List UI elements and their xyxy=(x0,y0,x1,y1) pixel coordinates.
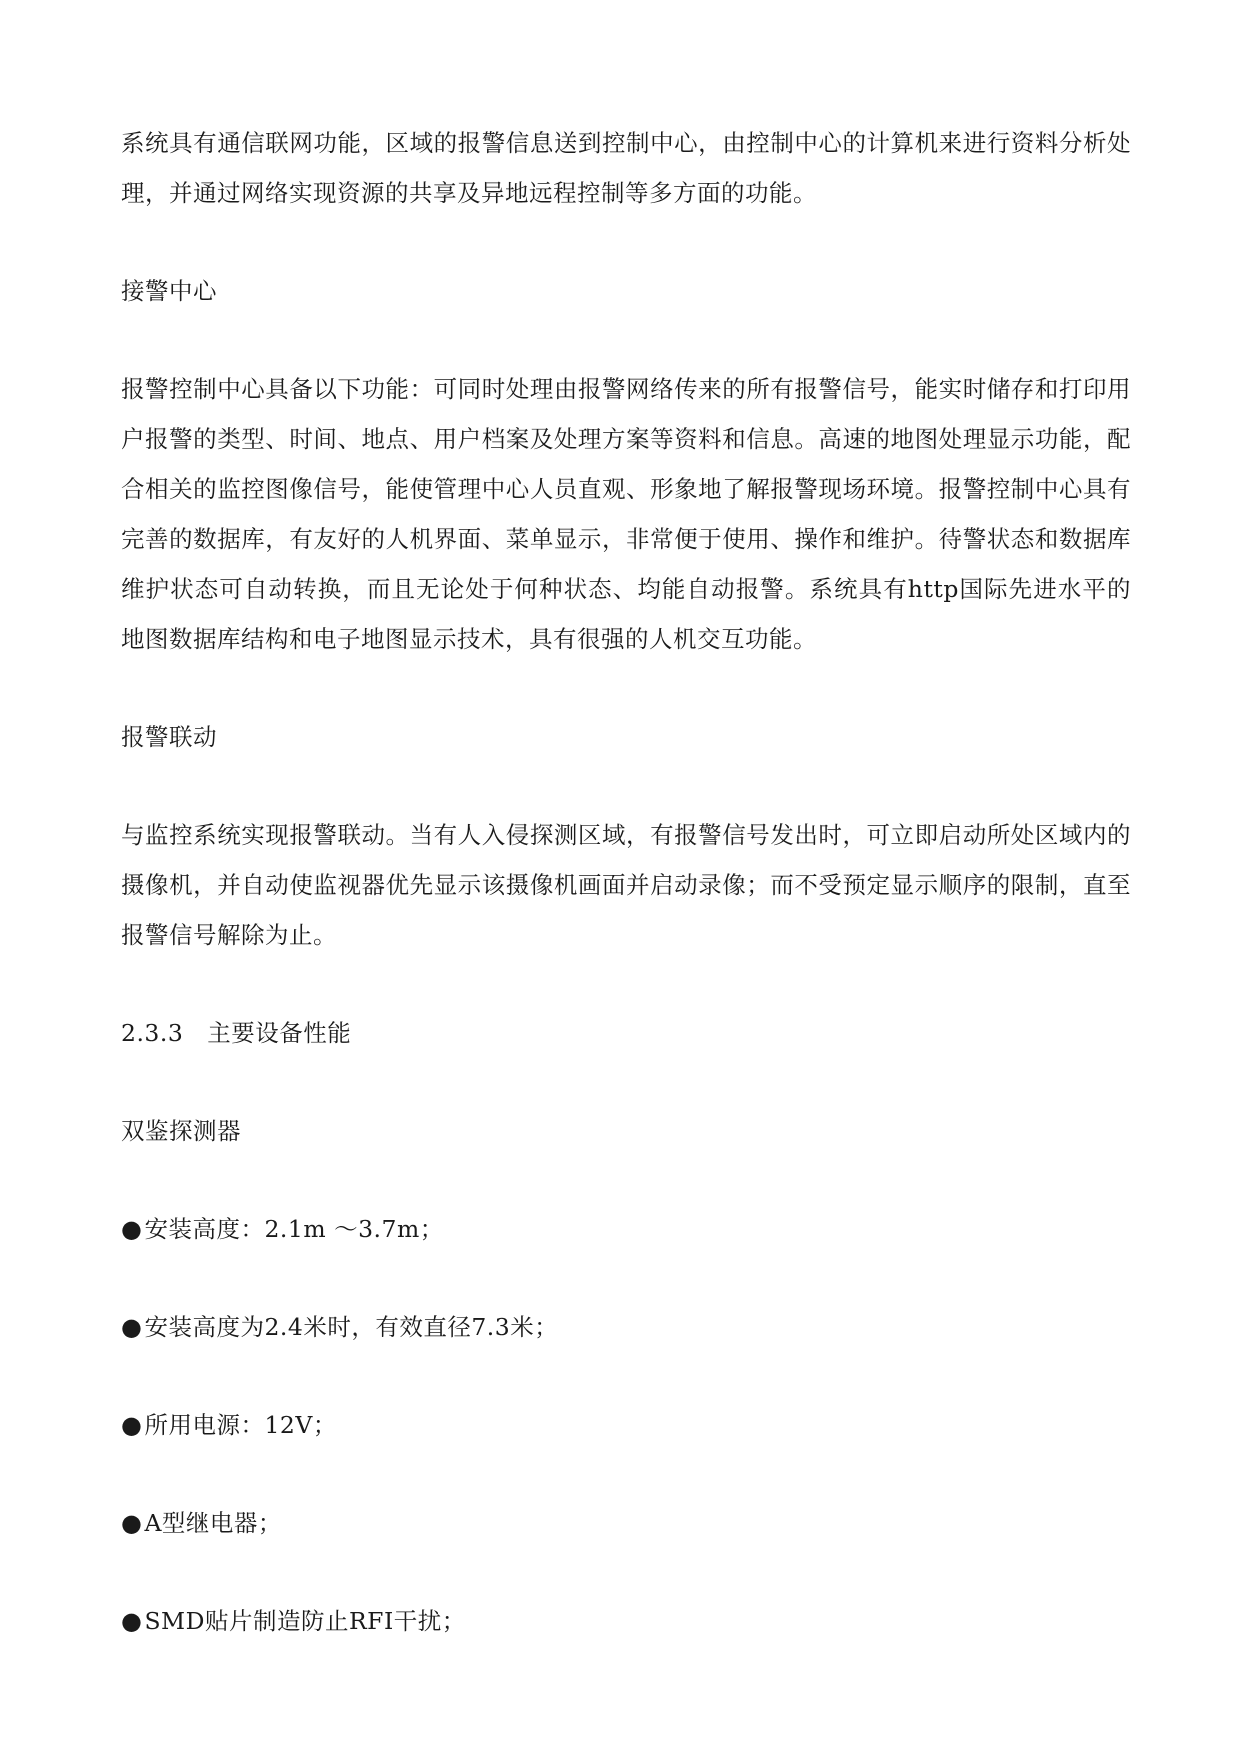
bullet-text: SMD贴片制造防止RFI干扰； xyxy=(144,1607,466,1635)
bullet-dot-icon: ● xyxy=(121,1509,143,1537)
bullet-item xyxy=(121,1596,1131,1646)
bullet-dot-icon: ● xyxy=(121,1411,143,1439)
paragraph-alarm-center: 报警控制中心具备以下功能：可同时处理由报警网络传来的所有报警信号，能实时储存和打印用户报警的类型、时间、地点、用户档案及处理方案等资料和信息。高速的地图处理显示功能，配合相关的监控图像信号，能使管理中心人员直观、形象地了解报警现场环境。报警控制中心具有完善的数据库，有友好的人机界面、菜单显示，非常便于使用、操作和维护。待警状态和数据库维护状态可自动转换，而且无论处于何种状态、均能自动报警。系统具有http国际先进水平的地图数据库结构和电子地图显示技术，具有很强的人机交互功能。 xyxy=(121,375,1131,653)
bullet-item xyxy=(121,1302,1131,1352)
section-title: 主要设备性能 xyxy=(207,1019,352,1047)
paragraph-networking: 系统具有通信联网功能，区域的报警信息送到控制中心，由控制中心的计算机来进行资料分析处理，并通过网络实现资源的共享及异地远程控制等多方面的功能。 xyxy=(121,129,1131,207)
section-heading xyxy=(121,1008,1131,1058)
bullet-item xyxy=(121,1400,1131,1450)
bullet-dot-icon: ● xyxy=(121,1607,143,1635)
heading-dual-detector: 双鉴探测器 xyxy=(121,1117,241,1145)
bullet-dot-icon: ● xyxy=(121,1313,143,1341)
heading-alarm-linkage: 报警联动 xyxy=(121,723,217,751)
bullet-item xyxy=(121,1204,1131,1254)
section-number: 2.3.3 xyxy=(121,1019,184,1047)
bullet-text: 所用电源：12V； xyxy=(144,1411,337,1439)
bullet-text: 安装高度：2.1m ～3.7m； xyxy=(144,1215,444,1243)
bullet-dot-icon: ● xyxy=(121,1215,143,1243)
bullet-text: A型继电器； xyxy=(144,1509,282,1537)
paragraph-alarm-linkage: 与监控系统实现报警联动。当有人入侵探测区域，有报警信号发出时，可立即启动所处区域内的摄像机，并自动使监视器优先显示该摄像机画面并启动录像；而不受预定显示顺序的限制，直至报警信号解除为止。 xyxy=(121,821,1131,949)
bullet-text: 安装高度为2.4米时，有效直径7.3米； xyxy=(144,1313,559,1341)
document-body xyxy=(121,118,1131,1646)
bullet-item xyxy=(121,1498,1131,1548)
heading-alarm-center: 接警中心 xyxy=(121,277,217,305)
